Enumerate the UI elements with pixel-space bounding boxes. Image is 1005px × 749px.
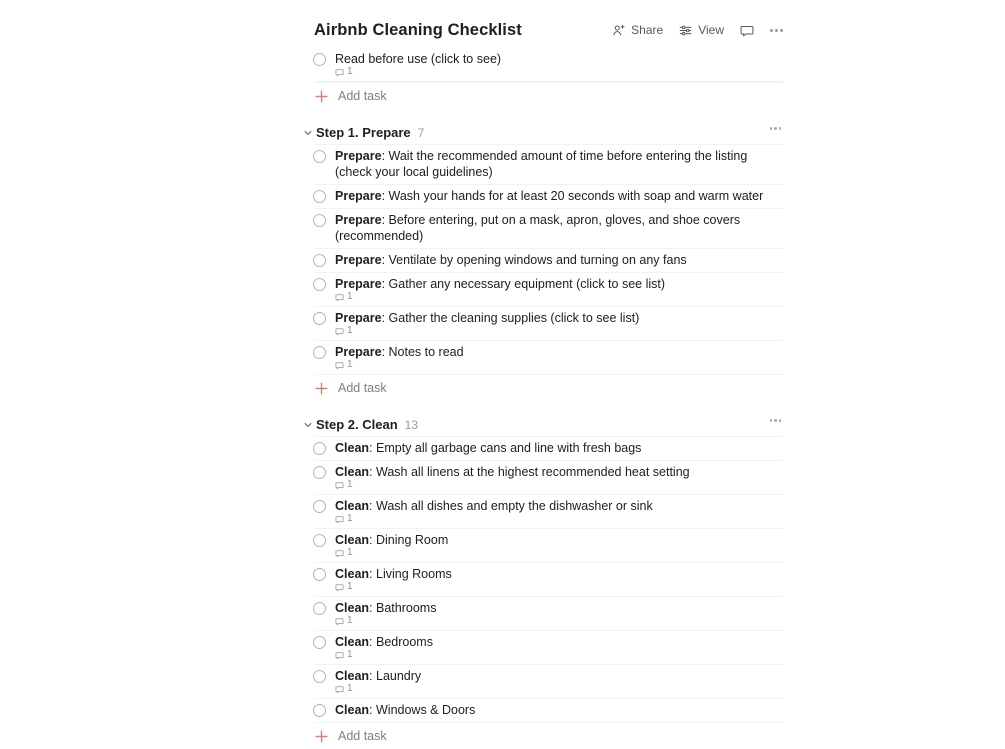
task-comment-indicator bbox=[335, 292, 783, 302]
section bbox=[303, 125, 783, 401]
page-title: Airbnb Cleaning Checklist bbox=[314, 20, 522, 39]
section-title[interactable]: Step 1. Prepare bbox=[316, 125, 411, 140]
task-prefix: Clean bbox=[335, 635, 370, 649]
task-title: Laundry bbox=[376, 669, 422, 683]
task-title: Gather the cleaning supplies (click to see list) bbox=[388, 311, 640, 325]
task-body bbox=[335, 148, 783, 180]
section-task-count: 13 bbox=[404, 417, 418, 432]
task-row[interactable] bbox=[303, 48, 783, 81]
task-comment-indicator bbox=[335, 684, 783, 694]
comment-count: 1 bbox=[347, 615, 353, 626]
task-title: Notes to read bbox=[388, 345, 464, 359]
task-row[interactable] bbox=[303, 597, 783, 630]
comment-bubble-icon bbox=[335, 481, 344, 490]
task-title: Windows & Doors bbox=[376, 703, 476, 717]
comment-count: 1 bbox=[347, 649, 353, 660]
task-body bbox=[335, 188, 783, 204]
task-prefix: Clean bbox=[335, 669, 370, 683]
task-title: Ventilate by opening windows and turning on any fans bbox=[388, 253, 687, 267]
task-row[interactable] bbox=[303, 529, 783, 562]
task-text bbox=[335, 566, 783, 582]
task-text bbox=[335, 668, 783, 684]
task-separator: : bbox=[369, 567, 376, 581]
task-prefix: Clean bbox=[335, 465, 370, 479]
task-separator: : bbox=[381, 149, 389, 163]
task-title: Wash your hands for at least 20 seconds with soap and warm water bbox=[388, 189, 764, 203]
task-checkbox[interactable] bbox=[313, 602, 326, 615]
page-header bbox=[303, 20, 783, 40]
task-checkbox[interactable] bbox=[313, 190, 326, 203]
task-prefix: Clean bbox=[335, 567, 370, 581]
task-checkbox[interactable] bbox=[313, 534, 326, 547]
task-checkbox[interactable] bbox=[313, 346, 326, 359]
task-title: Read before use (click to see) bbox=[335, 52, 502, 66]
task-body bbox=[335, 668, 783, 694]
task-title: Empty all garbage cans and line with fresh bags bbox=[376, 441, 642, 455]
view-button[interactable] bbox=[678, 23, 724, 38]
task-separator: : bbox=[369, 635, 376, 649]
task-row[interactable] bbox=[303, 631, 783, 664]
task-title: Before entering, put on a mask, apron, gloves, and shoe covers (recommended) bbox=[335, 213, 741, 243]
task-body bbox=[335, 498, 783, 524]
task-prefix: Clean bbox=[335, 533, 370, 547]
task-checkbox[interactable] bbox=[313, 670, 326, 683]
task-text bbox=[335, 212, 783, 244]
task-separator: : bbox=[381, 345, 389, 359]
comment-bubble-icon bbox=[335, 68, 344, 77]
task-row[interactable] bbox=[303, 665, 783, 698]
task-comment-indicator bbox=[335, 480, 783, 490]
task-body bbox=[335, 702, 783, 718]
task-checkbox[interactable] bbox=[313, 150, 326, 163]
task-comment-indicator bbox=[335, 616, 783, 626]
task-checkbox[interactable] bbox=[313, 214, 326, 227]
task-separator: : bbox=[381, 277, 389, 291]
task-checkbox[interactable] bbox=[313, 704, 326, 717]
task-row[interactable] bbox=[303, 563, 783, 596]
comment-bubble-icon bbox=[335, 651, 344, 660]
task-separator: : bbox=[369, 465, 376, 479]
section-header bbox=[303, 125, 783, 144]
task-checkbox[interactable] bbox=[313, 53, 326, 66]
task-text bbox=[335, 344, 783, 360]
task-comment-indicator bbox=[335, 67, 783, 77]
plus-icon bbox=[315, 382, 328, 395]
comment-bubble-icon bbox=[335, 685, 344, 694]
task-body bbox=[335, 566, 783, 592]
task-body bbox=[335, 600, 783, 626]
chevron-down-icon[interactable] bbox=[303, 128, 315, 138]
section-more-button[interactable] bbox=[770, 127, 782, 130]
comment-count: 1 bbox=[347, 479, 353, 490]
task-prefix: Clean bbox=[335, 703, 370, 717]
task-checkbox[interactable] bbox=[313, 254, 326, 267]
task-text bbox=[335, 252, 783, 268]
top-task-list bbox=[303, 48, 783, 109]
task-text bbox=[335, 600, 783, 616]
task-row[interactable] bbox=[303, 699, 783, 722]
comment-count: 1 bbox=[347, 513, 353, 524]
task-body bbox=[335, 532, 783, 558]
task-row[interactable] bbox=[303, 307, 783, 340]
task-separator: : bbox=[369, 703, 376, 717]
task-comment-indicator bbox=[335, 548, 783, 558]
task-checkbox[interactable] bbox=[313, 312, 326, 325]
task-text bbox=[335, 188, 783, 204]
header-actions bbox=[611, 23, 783, 38]
section-task-count: 7 bbox=[417, 125, 425, 140]
task-checkbox[interactable] bbox=[313, 636, 326, 649]
task-checkbox[interactable] bbox=[313, 442, 326, 455]
comments-button[interactable] bbox=[739, 23, 755, 38]
task-title: Gather any necessary equipment (click to see list) bbox=[388, 277, 666, 291]
task-separator: : bbox=[381, 189, 389, 203]
task-text bbox=[335, 440, 783, 456]
task-prefix: Clean bbox=[335, 601, 370, 615]
task-separator: : bbox=[381, 253, 389, 267]
more-options-button[interactable] bbox=[770, 29, 783, 32]
view-label: View bbox=[698, 23, 724, 37]
plus-icon bbox=[315, 730, 328, 743]
comment-bubble-icon bbox=[335, 361, 344, 370]
share-button[interactable] bbox=[611, 23, 663, 38]
task-prefix: Prepare bbox=[335, 213, 382, 227]
task-row[interactable] bbox=[303, 495, 783, 528]
task-body bbox=[335, 344, 783, 370]
task-text bbox=[335, 51, 783, 67]
task-checkbox[interactable] bbox=[313, 466, 326, 479]
task-comment-indicator bbox=[335, 360, 783, 370]
task-title: Wait the recommended amount of time before entering the listing (check your local guidelines) bbox=[335, 149, 748, 179]
task-title: Wash all linens at the highest recommended heat setting bbox=[376, 465, 690, 479]
add-task-label: Add task bbox=[338, 89, 387, 103]
task-text bbox=[335, 498, 783, 514]
chevron-down-icon[interactable] bbox=[303, 420, 315, 430]
task-text bbox=[335, 532, 783, 548]
task-title: Living Rooms bbox=[376, 567, 452, 581]
section-header bbox=[303, 417, 783, 436]
task-separator: : bbox=[369, 441, 376, 455]
task-prefix: Prepare bbox=[335, 345, 382, 359]
task-row[interactable] bbox=[303, 185, 783, 208]
task-prefix: Clean bbox=[335, 499, 370, 513]
task-separator: : bbox=[381, 213, 389, 227]
task-separator: : bbox=[381, 311, 389, 325]
task-comment-indicator bbox=[335, 326, 783, 336]
task-checkbox[interactable] bbox=[313, 278, 326, 291]
task-row[interactable] bbox=[303, 437, 783, 460]
comment-count: 1 bbox=[347, 581, 353, 592]
main-content bbox=[303, 0, 783, 749]
task-comment-indicator bbox=[335, 650, 783, 660]
add-task-button[interactable] bbox=[303, 83, 783, 109]
comment-count: 1 bbox=[347, 325, 353, 336]
task-prefix: Prepare bbox=[335, 311, 382, 325]
plus-icon bbox=[315, 90, 328, 103]
task-text bbox=[335, 276, 783, 292]
task-body bbox=[335, 310, 783, 336]
task-body bbox=[335, 212, 783, 244]
section-title[interactable]: Step 2. Clean bbox=[316, 417, 398, 432]
comment-count: 1 bbox=[347, 683, 353, 694]
sections-container bbox=[303, 125, 783, 749]
task-body bbox=[335, 440, 783, 456]
task-prefix: Prepare bbox=[335, 253, 382, 267]
task-row[interactable] bbox=[303, 145, 783, 184]
comment-bubble-icon bbox=[335, 515, 344, 524]
task-row[interactable] bbox=[303, 461, 783, 494]
task-text bbox=[335, 702, 783, 718]
task-text bbox=[335, 464, 783, 480]
task-title: Bedrooms bbox=[376, 635, 433, 649]
comment-count: 1 bbox=[347, 291, 353, 302]
section bbox=[303, 417, 783, 749]
task-row[interactable] bbox=[303, 209, 783, 248]
task-separator: : bbox=[369, 669, 376, 683]
comment-count: 1 bbox=[347, 359, 353, 370]
comment-count: 1 bbox=[347, 547, 353, 558]
share-label: Share bbox=[631, 23, 664, 37]
task-separator: : bbox=[369, 499, 376, 513]
task-body bbox=[335, 464, 783, 490]
view-sliders-icon bbox=[678, 23, 693, 38]
task-prefix: Prepare bbox=[335, 189, 382, 203]
add-task-button[interactable] bbox=[303, 375, 783, 401]
task-text bbox=[335, 148, 783, 180]
task-prefix: Prepare bbox=[335, 149, 382, 163]
task-title: Bathrooms bbox=[376, 601, 437, 615]
task-checkbox[interactable] bbox=[313, 500, 326, 513]
task-separator: : bbox=[369, 533, 376, 547]
section-more-button[interactable] bbox=[770, 419, 782, 422]
comment-bubble-icon bbox=[335, 549, 344, 558]
task-text bbox=[335, 310, 783, 326]
task-title: Dining Room bbox=[376, 533, 449, 547]
comment-bubble-icon bbox=[335, 293, 344, 302]
task-prefix: Clean bbox=[335, 441, 370, 455]
add-task-label: Add task bbox=[338, 729, 387, 743]
task-comment-indicator bbox=[335, 582, 783, 592]
comment-bubble-icon bbox=[335, 617, 344, 626]
comment-bubble-icon bbox=[335, 327, 344, 336]
task-body bbox=[335, 252, 783, 268]
task-row[interactable] bbox=[303, 273, 783, 306]
comment-count: 1 bbox=[347, 66, 353, 77]
add-task-button[interactable] bbox=[303, 723, 783, 749]
task-title: Wash all dishes and empty the dishwasher or sink bbox=[376, 499, 653, 513]
task-body bbox=[335, 276, 783, 302]
task-comment-indicator bbox=[335, 514, 783, 524]
task-text bbox=[335, 634, 783, 650]
task-row[interactable] bbox=[303, 341, 783, 374]
task-body bbox=[335, 51, 783, 77]
task-checkbox[interactable] bbox=[313, 568, 326, 581]
task-body bbox=[335, 634, 783, 660]
add-task-label: Add task bbox=[338, 381, 387, 395]
task-row[interactable] bbox=[303, 249, 783, 272]
task-prefix: Prepare bbox=[335, 277, 382, 291]
comment-bubble-icon bbox=[335, 583, 344, 592]
task-separator: : bbox=[369, 601, 376, 615]
share-person-plus-icon bbox=[611, 23, 626, 38]
